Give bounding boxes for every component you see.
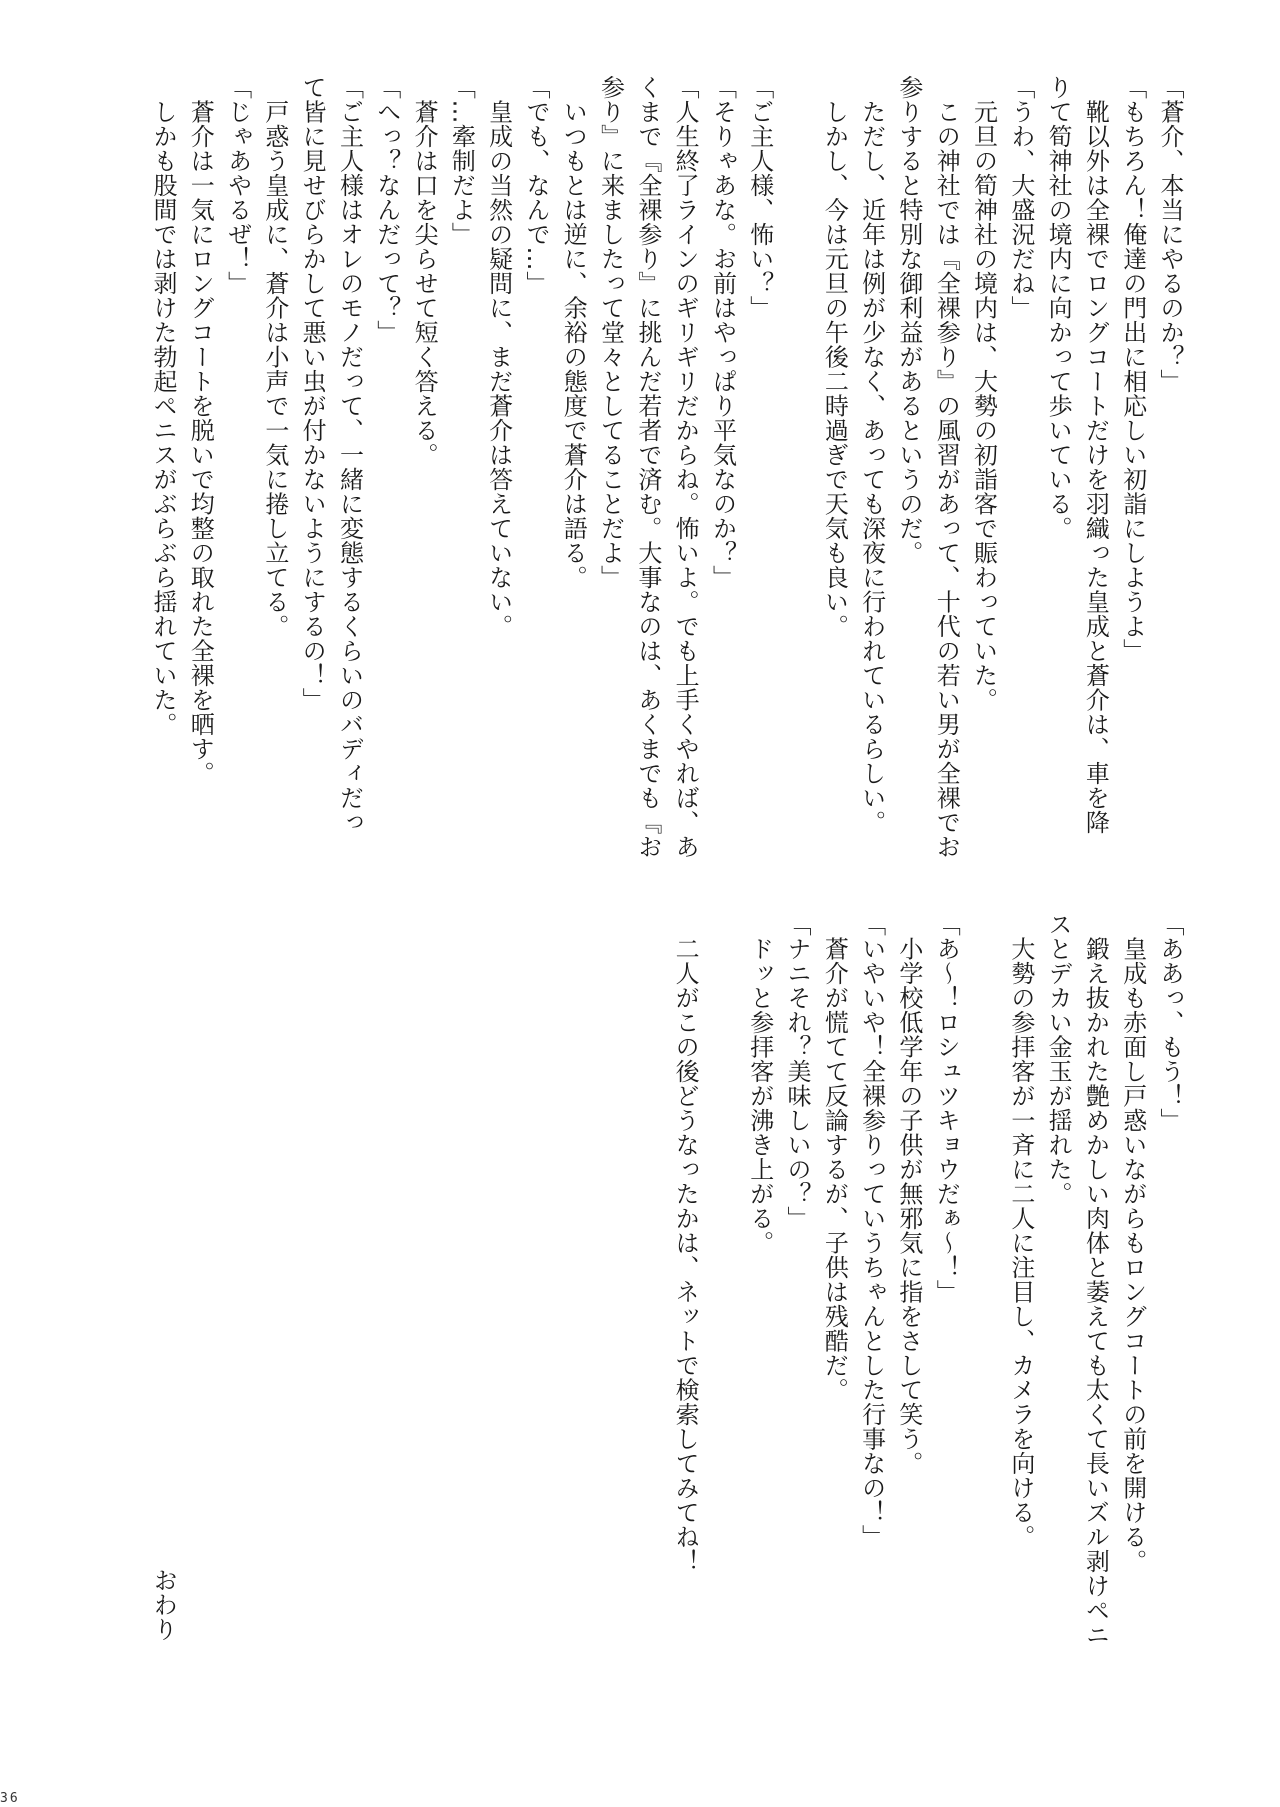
text-line: 二人がこの後どうなったかは、ネットで検索してみてね！ — [671, 912, 700, 1574]
text-line: しかし、今は元旦の午後二時過ぎで天気も良い。 — [820, 75, 849, 639]
blank-line — [778, 75, 815, 845]
text-line: 靴以外は全裸でロングコートだけを羽織った皇成と蒼介は、車を降 — [1081, 75, 1110, 835]
text-line: て皆に見せびらかして悪い虫が付かないようにするの！」 — [298, 75, 327, 712]
text-line: 「もちろん！俺達の門出に相応しい初詣にしようよ」 — [1118, 75, 1147, 663]
text-line: 蒼介が慌てて反論するが、子供は残酷だ。 — [820, 912, 849, 1402]
text-line: 「蒼介、本当にやるのか？」 — [1156, 75, 1184, 394]
text-line: 「ご主人様はオレのモノだって、一緒に変態するくらいのバディだっ — [335, 75, 364, 835]
text-line: 「じゃあやるぜ！」 — [223, 75, 252, 296]
text-line: くまで『全裸参り』に挑んだ若者で済む。大事なのは、あくまでも『お — [633, 75, 662, 859]
text-line: 参りすると特別な御利益があるというのだ。 — [894, 75, 923, 565]
text-line: しかも股間では剥けた勃起ペニスがぶらぶら揺れていた。 — [148, 75, 177, 737]
text-line: 蒼介は一気にロングコートを脱いで均整の取れた全裸を晒す。 — [186, 75, 215, 786]
text-line: ただし、近年は例が少なく、あっても深夜に行われているらしい。 — [857, 75, 886, 835]
text-line: 「人生終了ラインのギリギリだからね。怖いよ。でも上手くやれば、あ — [671, 75, 700, 859]
text-line: 皇成も赤面し戸惑いながらもロングコートの前を開ける。 — [1118, 912, 1147, 1574]
text-line: いつもとは逆に、余裕の態度で蒼介は語る。 — [559, 75, 588, 590]
text-line: 鍛え抜かれた艶めかしい肉体と萎えても太くて長いズル剥けペニ — [1081, 912, 1110, 1647]
text-line: 「うわ、大盛況だね」 — [1006, 75, 1035, 320]
text-line: 元旦の筍神社の境内は、大勢の初詣客で賑わっていた。 — [969, 75, 998, 712]
blank-line — [703, 912, 740, 1682]
text-line: 「いやいや！全裸参りっていうちゃんとした行事なの！」 — [857, 912, 886, 1549]
text-line: 「…牽制だよ」 — [447, 75, 476, 247]
text-line: スとデカい金玉が揺れた。 — [1044, 912, 1073, 1206]
story-text-bottom — [666, 912, 1188, 1682]
text-line: 「ナニそれ？美味しいの？」 — [783, 912, 812, 1231]
text-line: 蒼介は口を尖らせて短く答える。 — [410, 75, 439, 467]
text-line: りて筍神社の境内に向かって歩いている。 — [1044, 75, 1073, 541]
text-line: 皇成の当然の疑問に、まだ蒼介は答えていない。 — [484, 75, 513, 639]
text-line: 「へっ？なんだって？」 — [372, 75, 401, 345]
page-number: 36 — [0, 1791, 20, 1806]
text-line: この神社では『全裸参り』の風習があって、十代の若い男が全裸でお — [932, 75, 961, 859]
text-line: 「ご主人様、怖い？」 — [745, 75, 774, 320]
ending-label: おわり — [149, 1568, 178, 1642]
text-line: 戸惑う皇成に、蒼介は小声で一気に捲し立てる。 — [260, 75, 289, 639]
blank-line — [964, 912, 1001, 1682]
text-line: ドッと参拝客が沸き上がる。 — [745, 912, 774, 1255]
text-line: 「あ〜！ロシュツキョウだぁ〜！」 — [932, 912, 961, 1304]
text-line: 「でも、なんで…」 — [521, 75, 550, 296]
story-text-top — [144, 75, 1188, 859]
text-line: 大勢の参拝客が一斉に二人に注目し、カメラを向ける。 — [1006, 912, 1035, 1549]
text-line: 参り』に来ましたって堂々としてることだよ」 — [596, 75, 625, 590]
text-line: 「ああっ、もう！」 — [1156, 912, 1184, 1133]
text-line: 「そりゃあな。お前はやっぱり平気なのか？」 — [708, 75, 737, 590]
text-line: 小学校低学年の子供が無邪気に指をさして笑う。 — [894, 912, 923, 1476]
